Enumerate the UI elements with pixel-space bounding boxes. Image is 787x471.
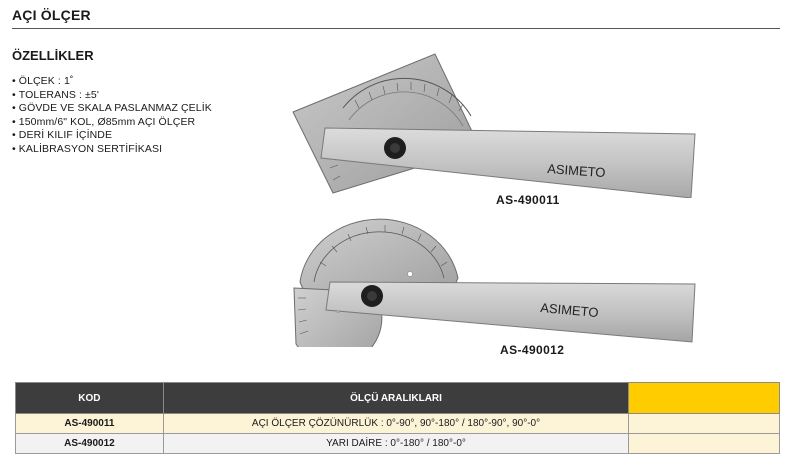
table-row	[16, 434, 780, 454]
feature-item: • GÖVDE VE SKALA PASLANMAZ ÇELİK	[12, 102, 212, 116]
cell-extra	[629, 434, 780, 454]
column-header-accent	[629, 383, 780, 414]
features-title: ÖZELLİKLER	[12, 48, 94, 63]
column-header-kod: KOD	[16, 383, 164, 414]
table-header-row	[16, 383, 780, 414]
features-list	[12, 75, 212, 157]
cell-kod: AS-490011	[16, 414, 164, 434]
feature-item: • DERİ KILIF İÇİNDE	[12, 129, 212, 143]
feature-item: • TOLERANS : ±5'	[12, 89, 212, 103]
title-divider	[12, 28, 780, 29]
column-header-olcu-araliklari: ÖLÇÜ ARALIKLARI	[163, 383, 628, 414]
feature-item: • ÖLÇEK : 1˚	[12, 75, 212, 89]
brand-mark: ASIMETO	[546, 161, 606, 181]
cell-range: AÇI ÖLÇER ÇÖZÜNÜRLÜK : 0°-90°, 90°-180° / 180°-90°, 90°-0°	[163, 414, 628, 434]
brand-mark: ASIMETO	[539, 300, 600, 321]
product-code-label: AS-490011	[496, 193, 560, 207]
cell-extra	[629, 414, 780, 434]
cell-range: YARI DAİRE : 0°-180° / 180°-0°	[163, 434, 628, 454]
protractor-image-as-490011	[285, 48, 705, 198]
product-code-label: AS-490012	[500, 343, 565, 357]
cell-kod: AS-490012	[16, 434, 164, 454]
protractor-image-as-490012	[290, 212, 700, 347]
feature-item: • 150mm/6" KOL, Ø85mm AÇI ÖLÇER	[12, 116, 212, 130]
spec-table	[15, 382, 780, 454]
table-row	[16, 414, 780, 434]
feature-item: • KALİBRASYON SERTİFİKASI	[12, 143, 212, 157]
page-title: AÇI ÖLÇER	[12, 7, 91, 23]
